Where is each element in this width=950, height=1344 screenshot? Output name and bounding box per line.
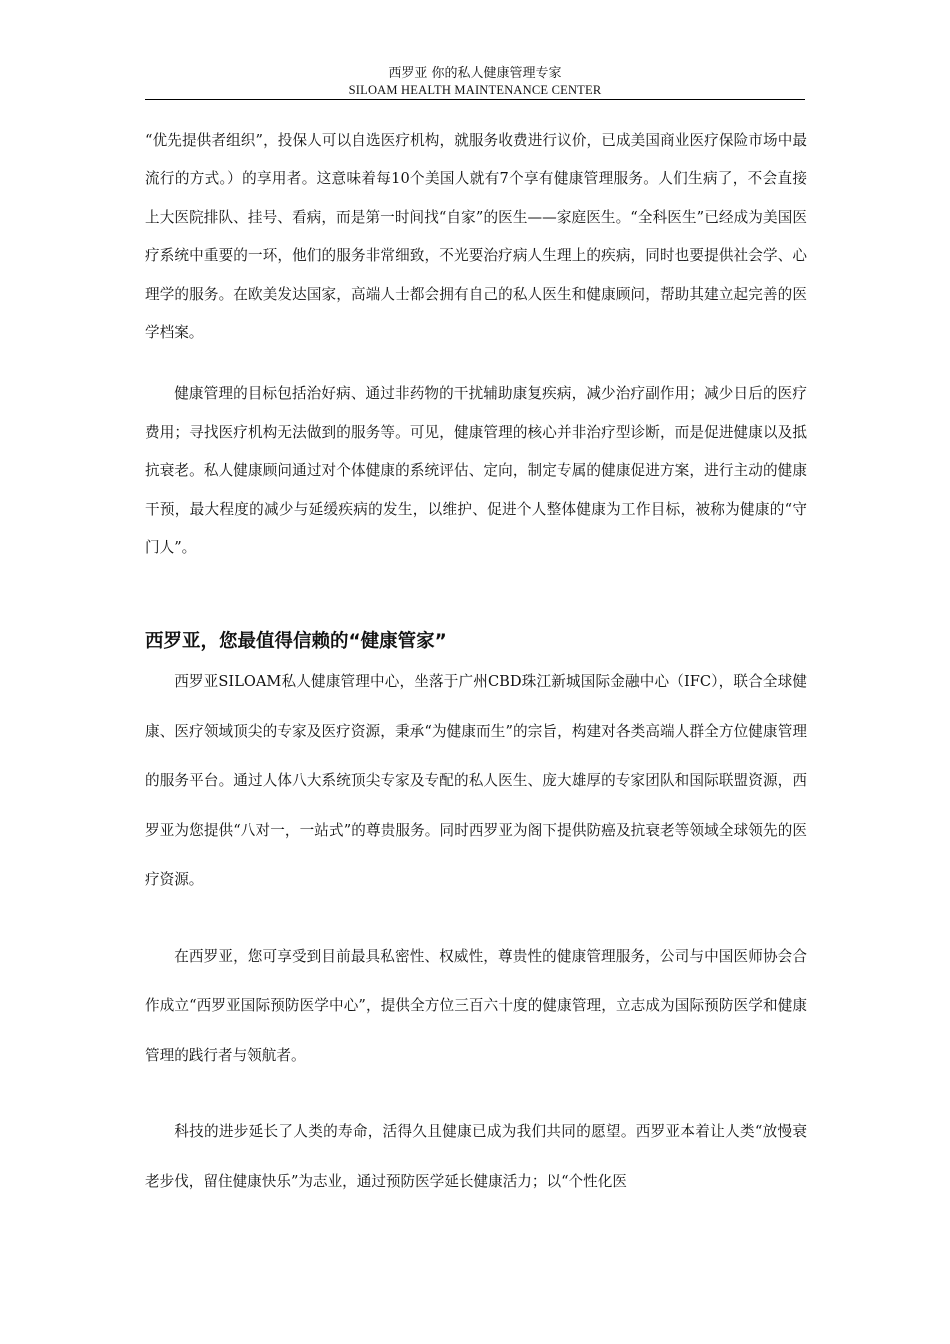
header-title-cn: 西罗亚 你的私人健康管理专家	[388, 66, 562, 81]
paragraph-2: 健康管理的目标包括治好病、通过非药物的干扰辅助康复疾病，减少治疗副作用；减少日后的医疗费用；寻找医疗机构无法做到的服务等。可见，健康管理的核心并非治疗型诊断，而是促进健康以及抵抗衰老。私人健康顾问通过对个体健康的系统评估、定向，制定专属的健康促进方案，进行主动的健康干预，最大程度的减少与延缓疾病的发生，以维护、促进个人整体健康为工作目标，被称为健康的“守门人”。	[145, 385, 807, 557]
paragraph-1: “优先提供者组织”，投保人可以自选医疗机构，就服务收费进行议价，已成美国商业医疗保险市场中最流行的方式。）的享用者。这意味着每10个美国人就有7个享有健康管理服务。人们生病了，不会直接上大医院排队、挂号、看病，而是第一时间找“自家”的医生——家庭医生。“全科医生”已经成为美国医疗系统中重要的一环，他们的服务非常细致，不光要治疗病人生理上的疾病，同时也要提供社会学、心理学的服务。在欧美发达国家，高端人士都会拥有自己的私人医生和健康顾问，帮助其建立起完善的医学档案。	[145, 132, 807, 342]
paragraph-5: 科技的进步延长了人类的寿命，活得久且健康已成为我们共同的愿望。西罗亚本着让人类“放慢衰老步伐，留住健康快乐”为志业，通过预防医学延长健康活力；以“个性化医	[145, 1123, 807, 1190]
header-divider	[145, 99, 805, 100]
page-header	[145, 66, 805, 98]
header-title-en: SILOAM HEALTH MAINTENANCE CENTER	[348, 83, 602, 97]
section-heading: 西罗亚，您最值得信赖的“健康管家”	[145, 631, 447, 653]
paragraph-4: 在西罗亚，您可享受到目前最具私密性、权威性，尊贵性的健康管理服务，公司与中国医师协会合作成立“西罗亚国际预防医学中心”，提供全方位三百六十度的健康管理，立志成为国际预防医学和健康管理的践行者与领航者。	[145, 947, 807, 1064]
document-body	[145, 122, 807, 1206]
paragraph-3: 西罗亚SILOAM私人健康管理中心，坐落于广州CBD珠江新城国际金融中心（IFC），联合全球健康、医疗领域顶尖的专家及医疗资源，秉承“为健康而生”的宗旨，构建对各类高端人群全方位健康管理的服务平台。通过人体八大系统顶尖专家及专配的私人医生、庞大雄厚的专家团队和国际联盟资源，西罗亚为您提供“八对一，一站式”的尊贵服务。同时西罗亚为阁下提供防癌及抗衰老等领域全球领先的医疗资源。	[145, 673, 807, 889]
